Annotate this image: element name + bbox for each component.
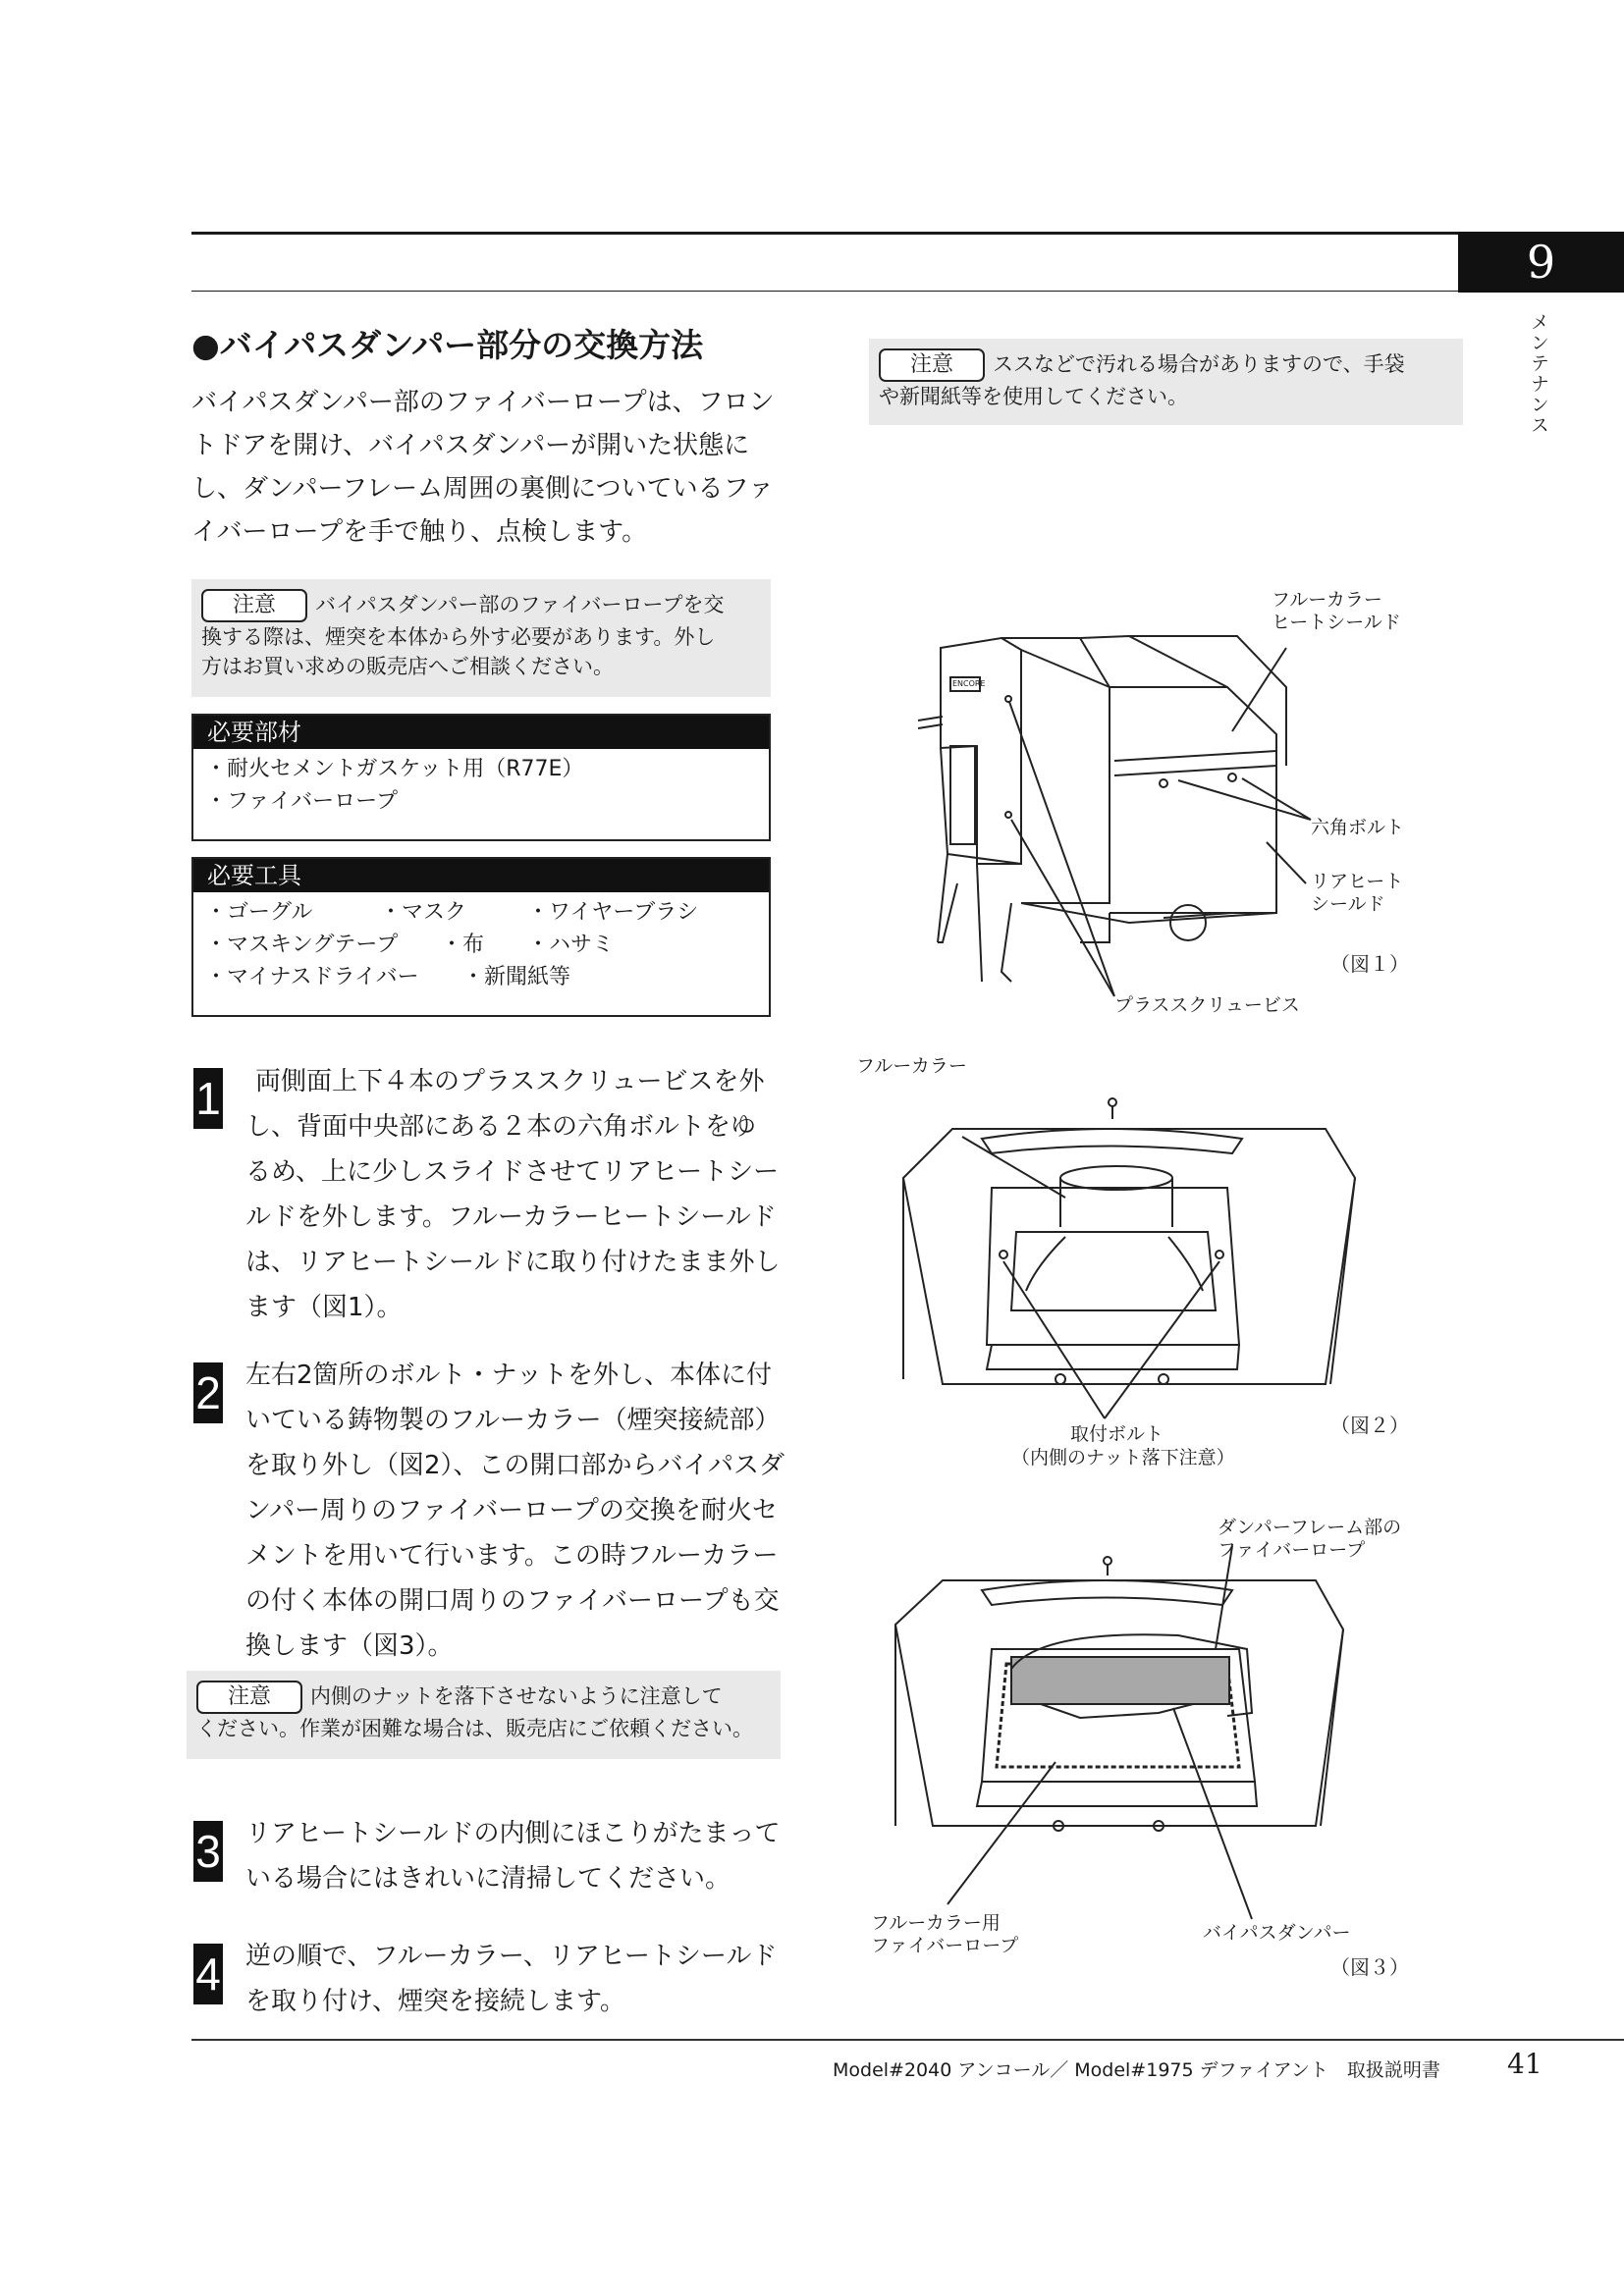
step-number: 3 bbox=[193, 1821, 223, 1882]
step-line: 換します（図3）。 bbox=[245, 1631, 454, 1661]
note-text: 内側のナットを落下させないように注意して bbox=[310, 1684, 723, 1708]
step-number: 2 bbox=[193, 1362, 223, 1423]
step-line: メントを用いて行います。この時フルーカラー bbox=[245, 1541, 779, 1571]
note-text: ススなどで汚れる場合がありますので、手袋 bbox=[993, 352, 1405, 376]
tool-item: ・布 bbox=[441, 933, 485, 957]
step-line: ンパー周りのファイバーロープの交換を耐火セ bbox=[245, 1496, 778, 1525]
callout-fiber-rope-2: ファイバーロープ bbox=[871, 1935, 1019, 1956]
tool-item: ・ワイヤーブラシ bbox=[527, 900, 699, 925]
stove-badge: ENCORE bbox=[952, 679, 986, 688]
callout-fiber-rope: ファイバーロープ bbox=[1218, 1539, 1366, 1561]
callout-flue-collar-rope: フルーカラー用 bbox=[871, 1912, 1001, 1934]
note-text: ください。作業が困難な場合は、販売店にご依頼ください。 bbox=[196, 1717, 753, 1740]
caution-label: 注意 bbox=[201, 589, 307, 622]
callout-shield: シールド bbox=[1311, 893, 1385, 915]
step-line: 両側面上下４本のプラススクリュービスを外 bbox=[255, 1067, 765, 1096]
step-line: を取り付け、煙突を接続します。 bbox=[245, 1987, 625, 2016]
note-text: 換する際は、煙突を本体から外す必要があります。外し bbox=[201, 625, 716, 649]
callout-flue-collar: フルーカラー bbox=[1272, 589, 1382, 611]
callout-nut-warning: （内側のナット落下注意） bbox=[1011, 1447, 1235, 1468]
caution-label: 注意 bbox=[879, 348, 985, 382]
step-number: 1 bbox=[193, 1068, 223, 1129]
tool-item: ・ゴーグル bbox=[205, 900, 313, 925]
section-title: ●バイパスダンパー部分の交換方法 bbox=[191, 326, 704, 364]
step-line: 逆の順で、フルーカラー、リアヒートシールド bbox=[245, 1942, 778, 1971]
intro-line: バイパスダンパー部のファイバーロープは、フロン bbox=[191, 388, 775, 417]
material-item: ・ファイバーロープ bbox=[205, 789, 399, 814]
figure-3-label: （図３） bbox=[1330, 1955, 1409, 1979]
step-line: るめ、上に少しスライドさせてリアヒートシー bbox=[245, 1157, 780, 1187]
chapter-side-tab: メンテナンス bbox=[1528, 312, 1549, 436]
figure-1-label: （図１） bbox=[1330, 952, 1409, 976]
step-line: を取り外し（図2）、この開口部からバイパスダ bbox=[245, 1451, 785, 1480]
tool-item: ・マイナスドライバー bbox=[205, 965, 419, 989]
callout-rear-heat: リアヒート bbox=[1311, 871, 1404, 892]
footer-model-text: Model#2040 アンコール／ Model#1975 デファイアント 取扱説明書 bbox=[833, 2059, 1440, 2081]
step-line: いる場合にはきれいに清掃してください。 bbox=[245, 1864, 731, 1894]
callout-bypass-damper: バイパスダンパー bbox=[1203, 1922, 1351, 1944]
figure-2-label: （図２） bbox=[1330, 1414, 1409, 1437]
step-line: は、リアヒートシールドに取り付けたまま外し bbox=[245, 1248, 781, 1277]
step-line: し、背面中央部にある２本の六角ボルトをゆ bbox=[245, 1112, 757, 1142]
note-text: や新聞紙等を使用してください。 bbox=[879, 385, 1188, 408]
intro-line: イバーロープを手で触り、点検します。 bbox=[191, 517, 648, 547]
intro-line: し、ダンパーフレーム周囲の裏側についているファ bbox=[191, 474, 775, 504]
chapter-number: 9 bbox=[1458, 232, 1624, 293]
tool-item: ・マスク bbox=[380, 900, 467, 925]
tool-item: ・新聞紙等 bbox=[462, 965, 571, 989]
tool-item: ・ハサミ bbox=[527, 933, 615, 957]
material-item: ・耐火セメントガスケット用（R77E） bbox=[205, 757, 584, 781]
callout-flue-collar-2: フルーカラー bbox=[856, 1055, 967, 1077]
callout-damper-frame: ダンパーフレーム部の bbox=[1218, 1517, 1402, 1538]
step-line: いている鋳物製のフルーカラー（煙突接続部） bbox=[245, 1406, 781, 1435]
step-number: 4 bbox=[193, 1944, 223, 2004]
intro-line: トドアを開け、バイパスダンパーが開いた状態に bbox=[191, 431, 750, 460]
footer-rule bbox=[191, 2039, 1624, 2041]
caution-label: 注意 bbox=[196, 1681, 302, 1714]
materials-title: 必要部材 bbox=[193, 716, 769, 749]
step-line: ルドを外します。フルーカラーヒートシールド bbox=[245, 1202, 777, 1232]
step-line: リアヒートシールドの内側にほこりがたまって bbox=[245, 1819, 781, 1848]
step-line: ます（図1）。 bbox=[245, 1293, 403, 1322]
step-line: の付く本体の開口周りのファイバーロープも交 bbox=[245, 1586, 780, 1616]
tool-item: ・マスキングテープ bbox=[205, 933, 399, 957]
callout-phillips-screw: プラススクリュービス bbox=[1114, 994, 1300, 1016]
callout-heat-shield: ヒートシールド bbox=[1272, 612, 1401, 633]
page-number: 41 bbox=[1507, 2048, 1543, 2080]
note-text: 方はお買い求めの販売店へご相談ください。 bbox=[201, 655, 614, 678]
tools-title: 必要工具 bbox=[193, 859, 769, 892]
callout-mount-bolt: 取付ボルト bbox=[1070, 1423, 1164, 1445]
note-text: バイパスダンパー部のファイバーロープを交 bbox=[315, 593, 725, 616]
step-line: 左右2箇所のボルト・ナットを外し、本体に付 bbox=[245, 1361, 773, 1390]
callout-hex-bolt: 六角ボルト bbox=[1311, 817, 1405, 838]
